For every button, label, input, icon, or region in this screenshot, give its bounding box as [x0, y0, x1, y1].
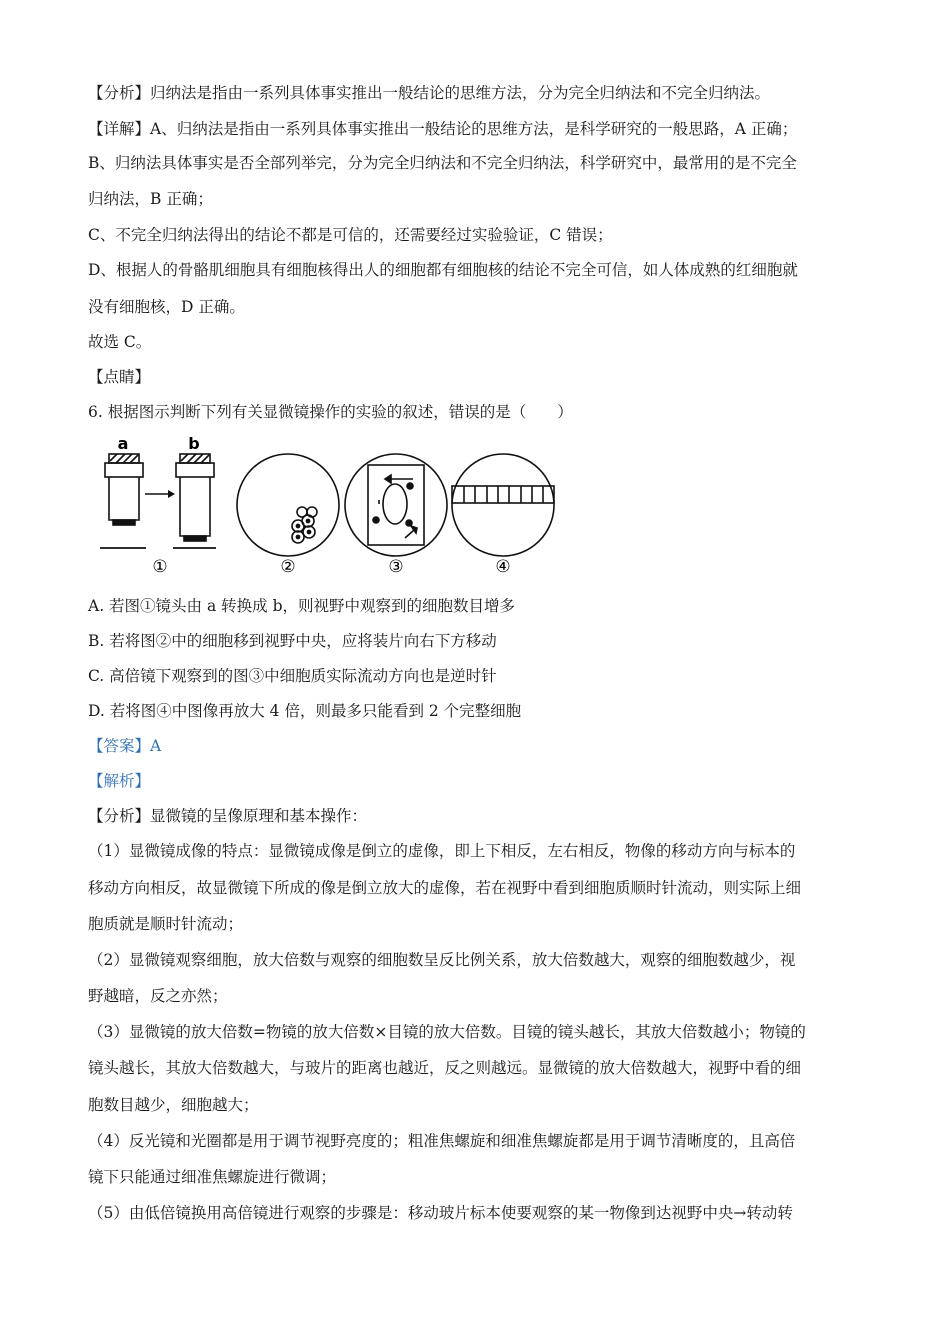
line: （5）由低倍镜换用高倍镜进行观察的步骤是：移动玻片标本使要观察的某一物像到达视野中央→转动转 [88, 1204, 793, 1222]
lens-a-label: a [117, 434, 129, 453]
question-title: 6. 根据图示判断下列有关显微镜操作的实验的叙述，错误的是（ ） [88, 403, 573, 421]
line: 【详解】A、归纳法是指由一系列具体事实推出一般结论的思维方法，是科学研究的一般思路，A 正确； [88, 120, 798, 138]
line: 故选 C。 [88, 333, 152, 351]
line: 野越暗，反之亦然； [88, 987, 228, 1005]
line: 【分析】归纳法是指由一系列具体事实推出一般结论的思维方法，分为完全归纳法和不完全归纳法。 [88, 84, 771, 102]
figure-label-4: ④ [495, 557, 511, 577]
figure-label-3: ③ [388, 557, 404, 577]
option-b: B. 若将图②中的细胞移到视野中央，应将装片向右下方移动 [88, 632, 497, 650]
line: C、不完全归纳法得出的结论不都是可信的，还需要经过实验验证，C 错误； [88, 226, 613, 244]
line: 【分析】显微镜的呈像原理和基本操作： [88, 807, 368, 825]
answer-label: 【答案】A [88, 737, 162, 755]
line: 胞质就是顺时针流动； [88, 915, 244, 933]
option-d: D. 若将图④中图像再放大 4 倍，则最多只能看到 2 个完整细胞 [88, 702, 522, 720]
figure-label-2: ② [280, 557, 296, 577]
analysis-label: 【解析】 [88, 772, 151, 790]
line: 镜头越长，其放大倍数越大，与玻片的距离也越近，反之则越远。显微镜的放大倍数越大，视野中看的细 [88, 1059, 802, 1077]
line: （4）反光镜和光圈都是用于调节视野亮度的；粗准焦螺旋和细准焦螺旋都是用于调节清晰度的，且高倍 [88, 1132, 796, 1150]
lens-b-label: b [188, 434, 200, 453]
field-of-view-2 [237, 454, 339, 556]
line: （2）显微镜观察细胞，放大倍数与观察的细胞数呈反比例关系，放大倍数越大，观察的细胞数越少，视 [88, 951, 796, 969]
line: 镜下只能通过细准焦螺旋进行微调； [88, 1168, 337, 1186]
objective-lens-b [176, 454, 214, 541]
line: 移动方向相反，故显微镜下所成的像是倒立放大的虚像，若在视野中看到细胞质顺时针流动，则实际上细 [88, 879, 802, 897]
microscope-figure [96, 432, 556, 580]
line: 胞数目越少，细胞越大； [88, 1096, 259, 1114]
field-of-view-4 [452, 454, 554, 556]
option-a: A. 若图①镜头由 a 转换成 b，则视野中观察到的细胞数目增多 [88, 597, 515, 615]
line: D、根据人的骨骼肌细胞具有细胞核得出人的细胞都有细胞核的结论不完全可信，如人体成熟的红细胞就 [88, 261, 798, 279]
line: 归纳法，B 正确； [88, 190, 213, 208]
line: 没有细胞核，D 正确。 [88, 298, 245, 316]
option-c: C. 高倍镜下观察到的图③中细胞质实际流动方向也是逆时针 [88, 667, 497, 685]
line: （1）显微镜成像的特点：显微镜成像是倒立的虚像，即上下相反，左右相反，物像的移动方向与标本的 [88, 842, 796, 860]
arrow-right-icon [145, 490, 175, 498]
line: B、归纳法具体事实是否全部列举完，分为完全归纳法和不完全归纳法，科学研究中，最常用的是不完全 [88, 154, 797, 172]
field-of-view-3 [345, 454, 447, 556]
line: 【点睛】 [88, 368, 151, 386]
figure-label-1: ① [152, 557, 168, 577]
line: （3）显微镜的放大倍数=物镜的放大倍数×目镜的放大倍数。目镜的镜头越长，其放大倍数越小；物镜的 [88, 1023, 806, 1041]
objective-lens-a [105, 454, 143, 525]
